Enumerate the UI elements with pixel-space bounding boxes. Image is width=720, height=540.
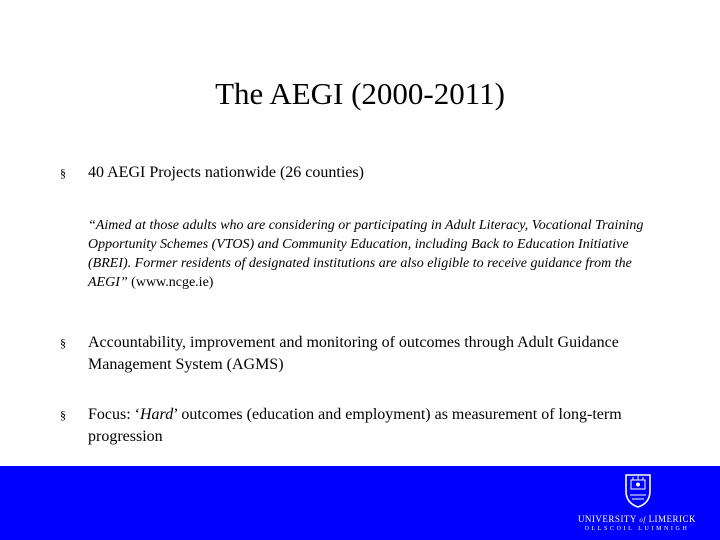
quote-block: [88, 216, 668, 292]
bullet-text-before: Focus: ‘: [88, 406, 140, 423]
page-title: The AEGI (2000-2011): [215, 76, 505, 111]
bullet-item: [60, 162, 660, 184]
bullet-item: [60, 404, 660, 448]
bullet-text: Accountability, improvement and monitoring of outcomes through Adult Guidance Management System (AGMS): [88, 334, 619, 373]
university-irish-name: OLLSCOIL LUIMNIGH: [584, 526, 690, 532]
university-crest-icon: [622, 471, 654, 509]
bullet-item: [60, 332, 660, 376]
bullet-marker-icon: §: [60, 408, 66, 422]
bullet-marker-icon: §: [60, 166, 66, 180]
quote-source: (www.ncge.ie): [127, 275, 214, 290]
bullet-text-after: ’ outcomes (education and employment) as measurement of long-term progression: [88, 406, 622, 445]
university-name: UNIVERSITY of LIMERICK: [577, 514, 697, 524]
bullet-marker-icon: §: [60, 336, 66, 350]
bullet-text-emphasis: Hard: [140, 406, 174, 423]
bullet-text: 40 AEGI Projects nationwide (26 counties): [88, 164, 364, 181]
bullet-text: [88, 404, 660, 448]
quote-text: “Aimed at those adults who are considering or participating in Adult Literacy, Vocational Training Opportunity Schemes (VTOS) and Community Education, including Back to Education Initiative (BREI). Former residents of designated institutions are also eligible to receive guidance from the AEGI”: [88, 218, 644, 290]
